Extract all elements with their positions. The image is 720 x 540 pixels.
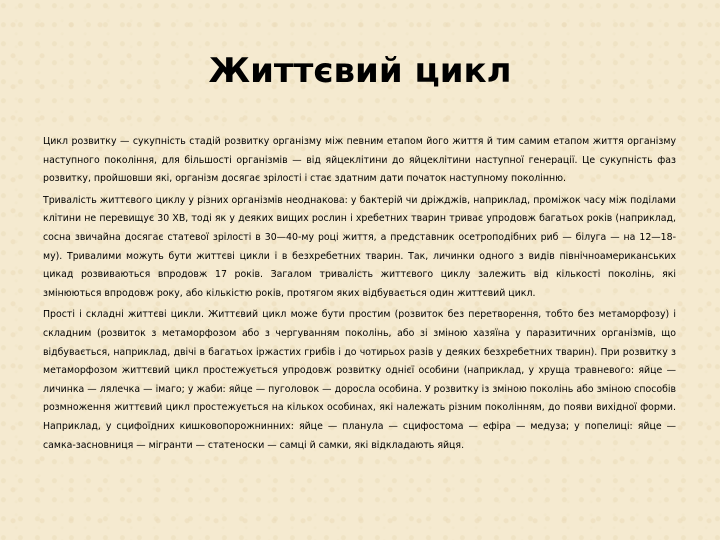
- slide-body: [43, 133, 676, 458]
- paragraph-duration: Тривалість життєвого циклу у різних організмів неоднакова: у бактерій чи дріжджів, наприклад, проміжок часу між поділами клітини не перевищує 30 ХВ, тоді як у деяких вищих рослин і хребетних тварин триває упродовж багатьох років (наприклад, сосна звичайна досягає статевої зрілості в 30—40-му році життя, а представник осетроподібних риб — білуга — на 12—18-му). Тривалими можуть бути життєві цикли і в безхребетних тварин. Так, личинки одного з видів північноамериканських цикад розвиваються впродовж 17 років. Загалом тривалість життєвого циклу залежить від кількості поколінь, які змінюються впродовж року, або кількістю років, протягом яких відбувається один життєвий цикл.: [43, 194, 676, 299]
- slide-title: Життєвий цикл: [208, 51, 512, 91]
- paragraph-definition: Цикл розвитку — сукупність стадій розвитку організму між певним етапом його життя й тим самим етапом життя організму наступного покоління, для більшості організмів — від яйцеклітини до яйцеклітини наступної генерації. Це сукупність фаз розвитку, пройшовши які, організм досягає зрілості і стає здатним дати початок наступному поколінню.: [43, 136, 676, 185]
- paragraph-simple-complex-cycles: Прості і складні життєві цикли. Життєвий цикл може бути простим (розвиток без перетворення, тобто без метаморфозу) і складним (розвиток з метаморфозом або з чергуванням поколінь, або зі зміною хазяїна у паразитичних організмів, що відбувається, наприклад, двічі в багатьох іржастих грибів і до чотирьох разів у деяких безхребетних тварин). При розвитку з метаморфозом життєвий цикл простежується упродовж розвитку однієї особини (наприклад, у хруща травневого: яйце — личинка — лялечка — імаго; у жаби: яйце — пуголовок — доросла особина. У розвитку із зміною поколінь або зміною способів розмноження життєвий цикл простежується на кількох особинах, які належать різним поколінням, до появи вихідної форми. Наприклад, у сцифоїдних кишковопорожнинних: яйце — планула — сцифостома — ефіра — медуза; у попелиці: яйце — самка-засновниця — мігранти — статеноски — самці й самки, які відкладають яйця.: [43, 309, 676, 451]
